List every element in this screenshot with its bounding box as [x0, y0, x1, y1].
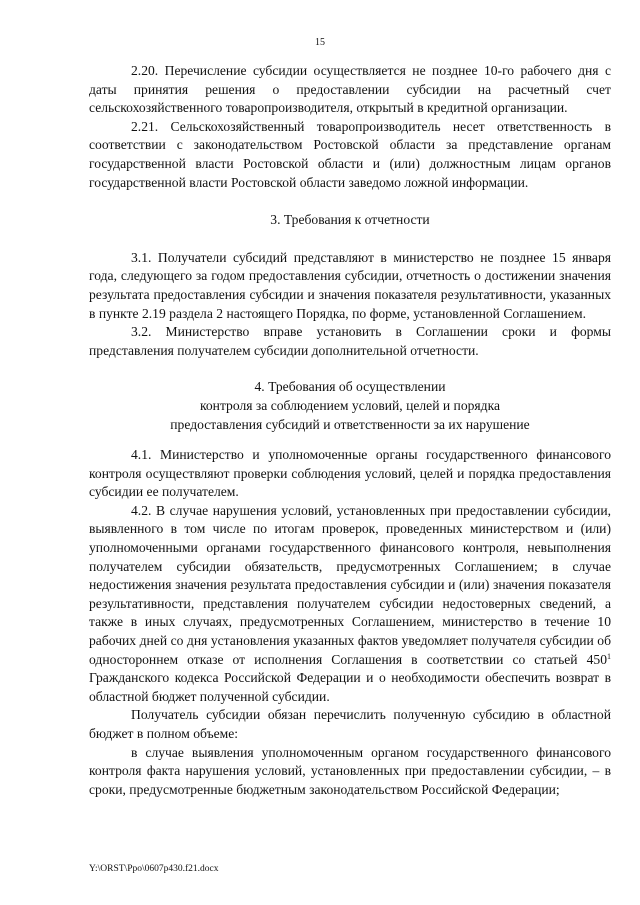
paragraph-4-2-text: 4.2. В случае нарушения условий, установленных при предоставлении субсидии, выявленного в том числе по итогам проверок, проведенных министерством и (или) уполномоченными органами государственного финансового контроля, невыполнения получателем субсидии обязательств, предусмотренных Соглашением; в случае недостижения значения результата предоставления субсидии и (или) значения показателя результативности, представления получателем субсидии недостоверных сведений, а также в иных случаях, предусмотренных Соглашением, министерство в течение 10 рабочих дней со дня установления указанных фактов уведомляет получателя субсидии об одностороннем отказе от исполнения Соглашения в соответствии со статьей 450 — [89, 502, 611, 667]
paragraph-case-violation: в случае выявления уполномоченным органом государственного финансового контроля факта нарушения условий, установленных при предоставлении субсидии, – в сроки, предусмотренные бюджетным законодательством Российской Федерации; — [89, 744, 611, 797]
paragraph-return-obligation: Получатель субсидии обязан перечислить полученную субсидию в областной бюджет в полном объеме: — [89, 707, 611, 741]
paragraph-2-20: 2.20. Перечисление субсидии осуществляется не позднее 10-го рабочего дня с даты принятия решения о предоставлении субсидии на расчетный счет сельскохозяйственного товаропроизводителя, открытый в кредитной организации. — [89, 63, 611, 116]
file-path-footer: Y:\ORST\Ppo\0607p430.f21.docx — [89, 864, 219, 874]
section-4-heading-line3: предоставления субсидий и ответственности за их нарушение — [170, 416, 530, 432]
section-4-heading-line2: контроля за соблюдением условий, целей и порядка — [199, 397, 501, 413]
paragraph-4-1: 4.1. Министерство и уполномоченные органы государственного финансового контроля осуществляют проверки соблюдения условий, целей и порядка предоставления субсидии ее получателем. — [89, 447, 611, 500]
document-body — [89, 62, 611, 799]
paragraph-4-2-text-cont: Гражданского кодекса Российской Федерации и о необходимости обеспечить возврат в областной бюджет полученной субсидии. — [89, 670, 611, 704]
paragraph-3-1: 3.1. Получатели субсидий представляют в министерство не позднее 15 января года, следующего за годом предоставления субсидии, отчетность о достижении значения результата предоставления субсидии и значения показателя результативности, указанных в пункте 2.19 раздела 2 настоящего Порядка, по форме, установленной Соглашением. — [89, 249, 611, 321]
section-3-heading: 3. Требования к отчетности — [270, 212, 430, 228]
paragraph-3-2: 3.2. Министерство вправе установить в Соглашении сроки и формы представления получателем субсидии дополнительной отчетности. — [89, 324, 611, 358]
page-number: 15 — [315, 37, 325, 48]
section-4-heading-line1: 4. Требования об осуществлении — [254, 379, 446, 395]
paragraph-2-21: 2.21. Сельскохозяйственный товаропроизводитель несет ответственность в соответствии с законодательством Ростовской области за представление органам государственной власти Ростовской области и (или) должностным лицам органов государственной власти Ростовской области заведомо ложной информации. — [89, 118, 611, 190]
paragraph-4-2 — [89, 502, 611, 707]
article-superscript: 1 — [607, 651, 611, 661]
